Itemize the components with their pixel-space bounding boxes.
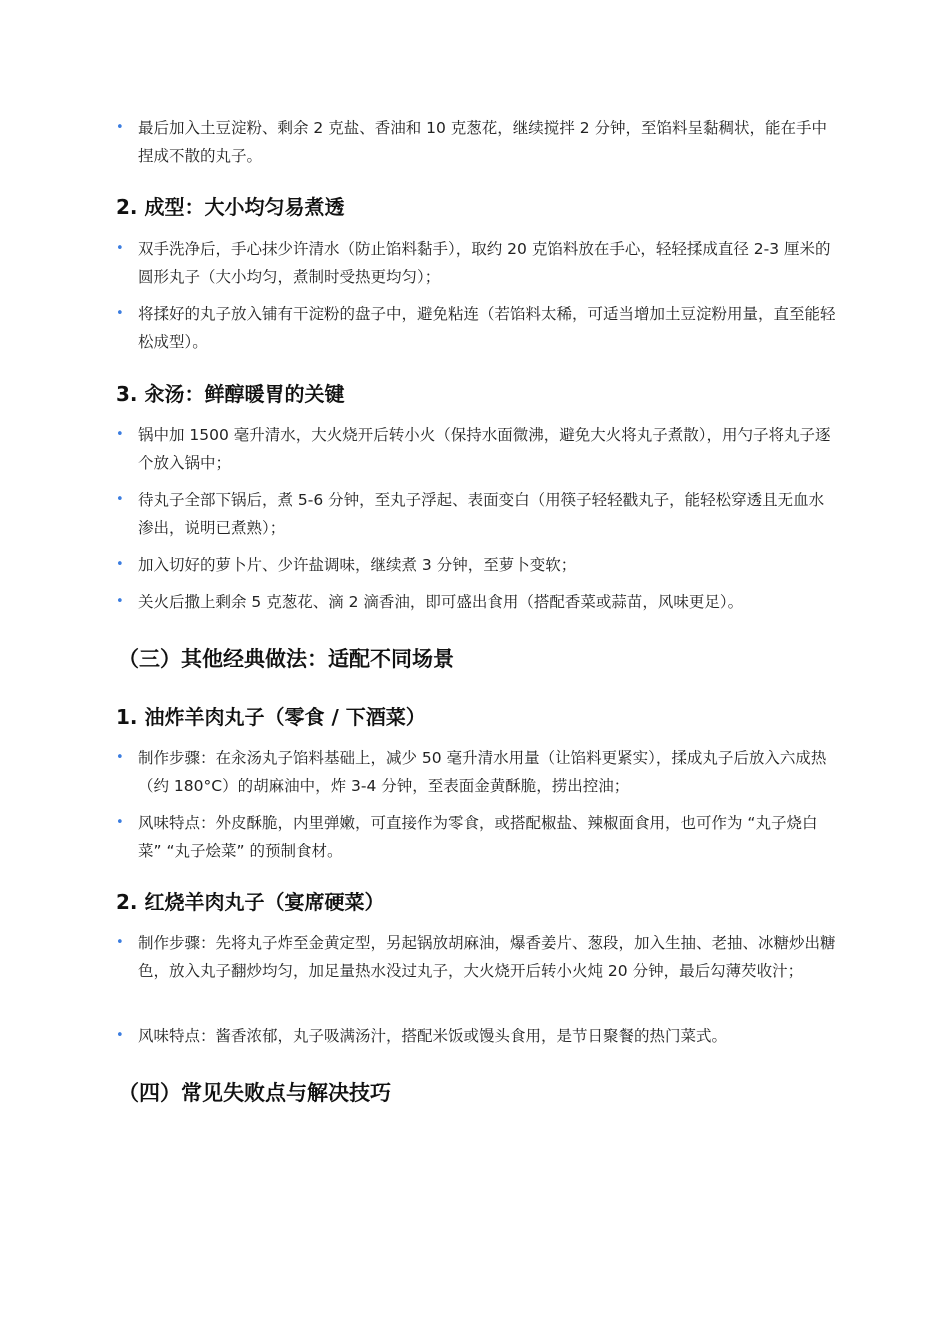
section-heading: （三）其他经典做法：适配不同场景 bbox=[118, 647, 454, 671]
section-heading: （四）常见失败点与解决技巧 bbox=[118, 1081, 391, 1105]
bullet-text: 风味特点：外皮酥脆，内里弹嫩，可直接作为零食，或搭配椒盐、辣椒面食用，也可作为 “丸子烧白菜” “丸子烩菜” 的预制食材。 bbox=[138, 814, 818, 860]
subsection-heading: 3. 汆汤：鲜醇暖胃的关键 bbox=[116, 382, 345, 406]
bullet-text: 将揉好的丸子放入铺有干淀粉的盘子中，避免粘连（若馅料太稀，可适当增加土豆淀粉用量，直至能轻松成型）。 bbox=[138, 305, 836, 351]
subsection-heading: 1. 油炸羊肉丸子（零食 / 下酒菜） bbox=[116, 705, 426, 729]
bullet-item bbox=[116, 744, 838, 800]
bullet-text: 制作步骤：先将丸子炸至金黄定型，另起锅放胡麻油，爆香姜片、葱段，加入生抽、老抽、冰糖炒出糖色，放入丸子翻炒均匀，加足量热水没过丸子，大火烧开后转小火炖 20 分钟，最后勾薄芡收汁； bbox=[138, 934, 836, 980]
bullet-item bbox=[116, 929, 838, 985]
bullet-dot-icon: • bbox=[116, 120, 124, 135]
bullet-dot-icon: • bbox=[116, 306, 124, 321]
bullet-item bbox=[116, 235, 838, 291]
bullet-item bbox=[116, 809, 838, 865]
bullet-text: 双手洗净后，手心抹少许清水（防止馅料黏手），取约 20 克馅料放在手心，轻轻揉成直径 2-3 厘米的圆形丸子（大小均匀，煮制时受热更均匀）； bbox=[138, 240, 831, 286]
bullet-item bbox=[116, 300, 838, 356]
bullet-dot-icon: • bbox=[116, 1028, 124, 1043]
bullet-text: 制作步骤：在汆汤丸子馅料基础上，减少 50 毫升清水用量（让馅料更紧实），揉成丸子后放入六成热（约 180°C）的胡麻油中，炸 3-4 分钟，至表面金黄酥脆，捞出控油； bbox=[138, 749, 827, 795]
bullet-dot-icon: • bbox=[116, 241, 124, 256]
bullet-item bbox=[116, 551, 838, 579]
bullet-item bbox=[116, 114, 838, 170]
bullet-dot-icon: • bbox=[116, 935, 124, 950]
bullet-text: 关火后撒上剩余 5 克葱花、滴 2 滴香油，即可盛出食用（搭配香菜或蒜苗，风味更足）。 bbox=[138, 593, 744, 611]
bullet-item bbox=[116, 421, 838, 477]
bullet-text: 待丸子全部下锅后，煮 5-6 分钟，至丸子浮起、表面变白（用筷子轻轻戳丸子，能轻松穿透且无血水渗出，说明已煮熟）； bbox=[138, 491, 825, 537]
subsection-heading: 2. 红烧羊肉丸子（宴席硬菜） bbox=[116, 890, 385, 914]
bullet-dot-icon: • bbox=[116, 557, 124, 572]
bullet-item bbox=[116, 486, 838, 542]
bullet-text: 加入切好的萝卜片、少许盐调味，继续煮 3 分钟，至萝卜变软； bbox=[138, 556, 577, 574]
bullet-dot-icon: • bbox=[116, 815, 124, 830]
bullet-dot-icon: • bbox=[116, 594, 124, 609]
bullet-dot-icon: • bbox=[116, 750, 124, 765]
bullet-text: 锅中加 1500 毫升清水，大火烧开后转小火（保持水面微沸，避免大火将丸子煮散），用勺子将丸子逐个放入锅中； bbox=[138, 426, 831, 472]
bullet-item bbox=[116, 1022, 838, 1050]
subsection-heading: 2. 成型：大小均匀易煮透 bbox=[116, 195, 345, 219]
bullet-text: 风味特点：酱香浓郁，丸子吸满汤汁，搭配米饭或馒头食用，是节日聚餐的热门菜式。 bbox=[138, 1027, 728, 1045]
bullet-text: 最后加入土豆淀粉、剩余 2 克盐、香油和 10 克葱花，继续搅拌 2 分钟，至馅料呈黏稠状，能在手中捏成不散的丸子。 bbox=[138, 119, 828, 165]
bullet-dot-icon: • bbox=[116, 492, 124, 507]
bullet-dot-icon: • bbox=[116, 427, 124, 442]
bullet-item bbox=[116, 588, 838, 616]
